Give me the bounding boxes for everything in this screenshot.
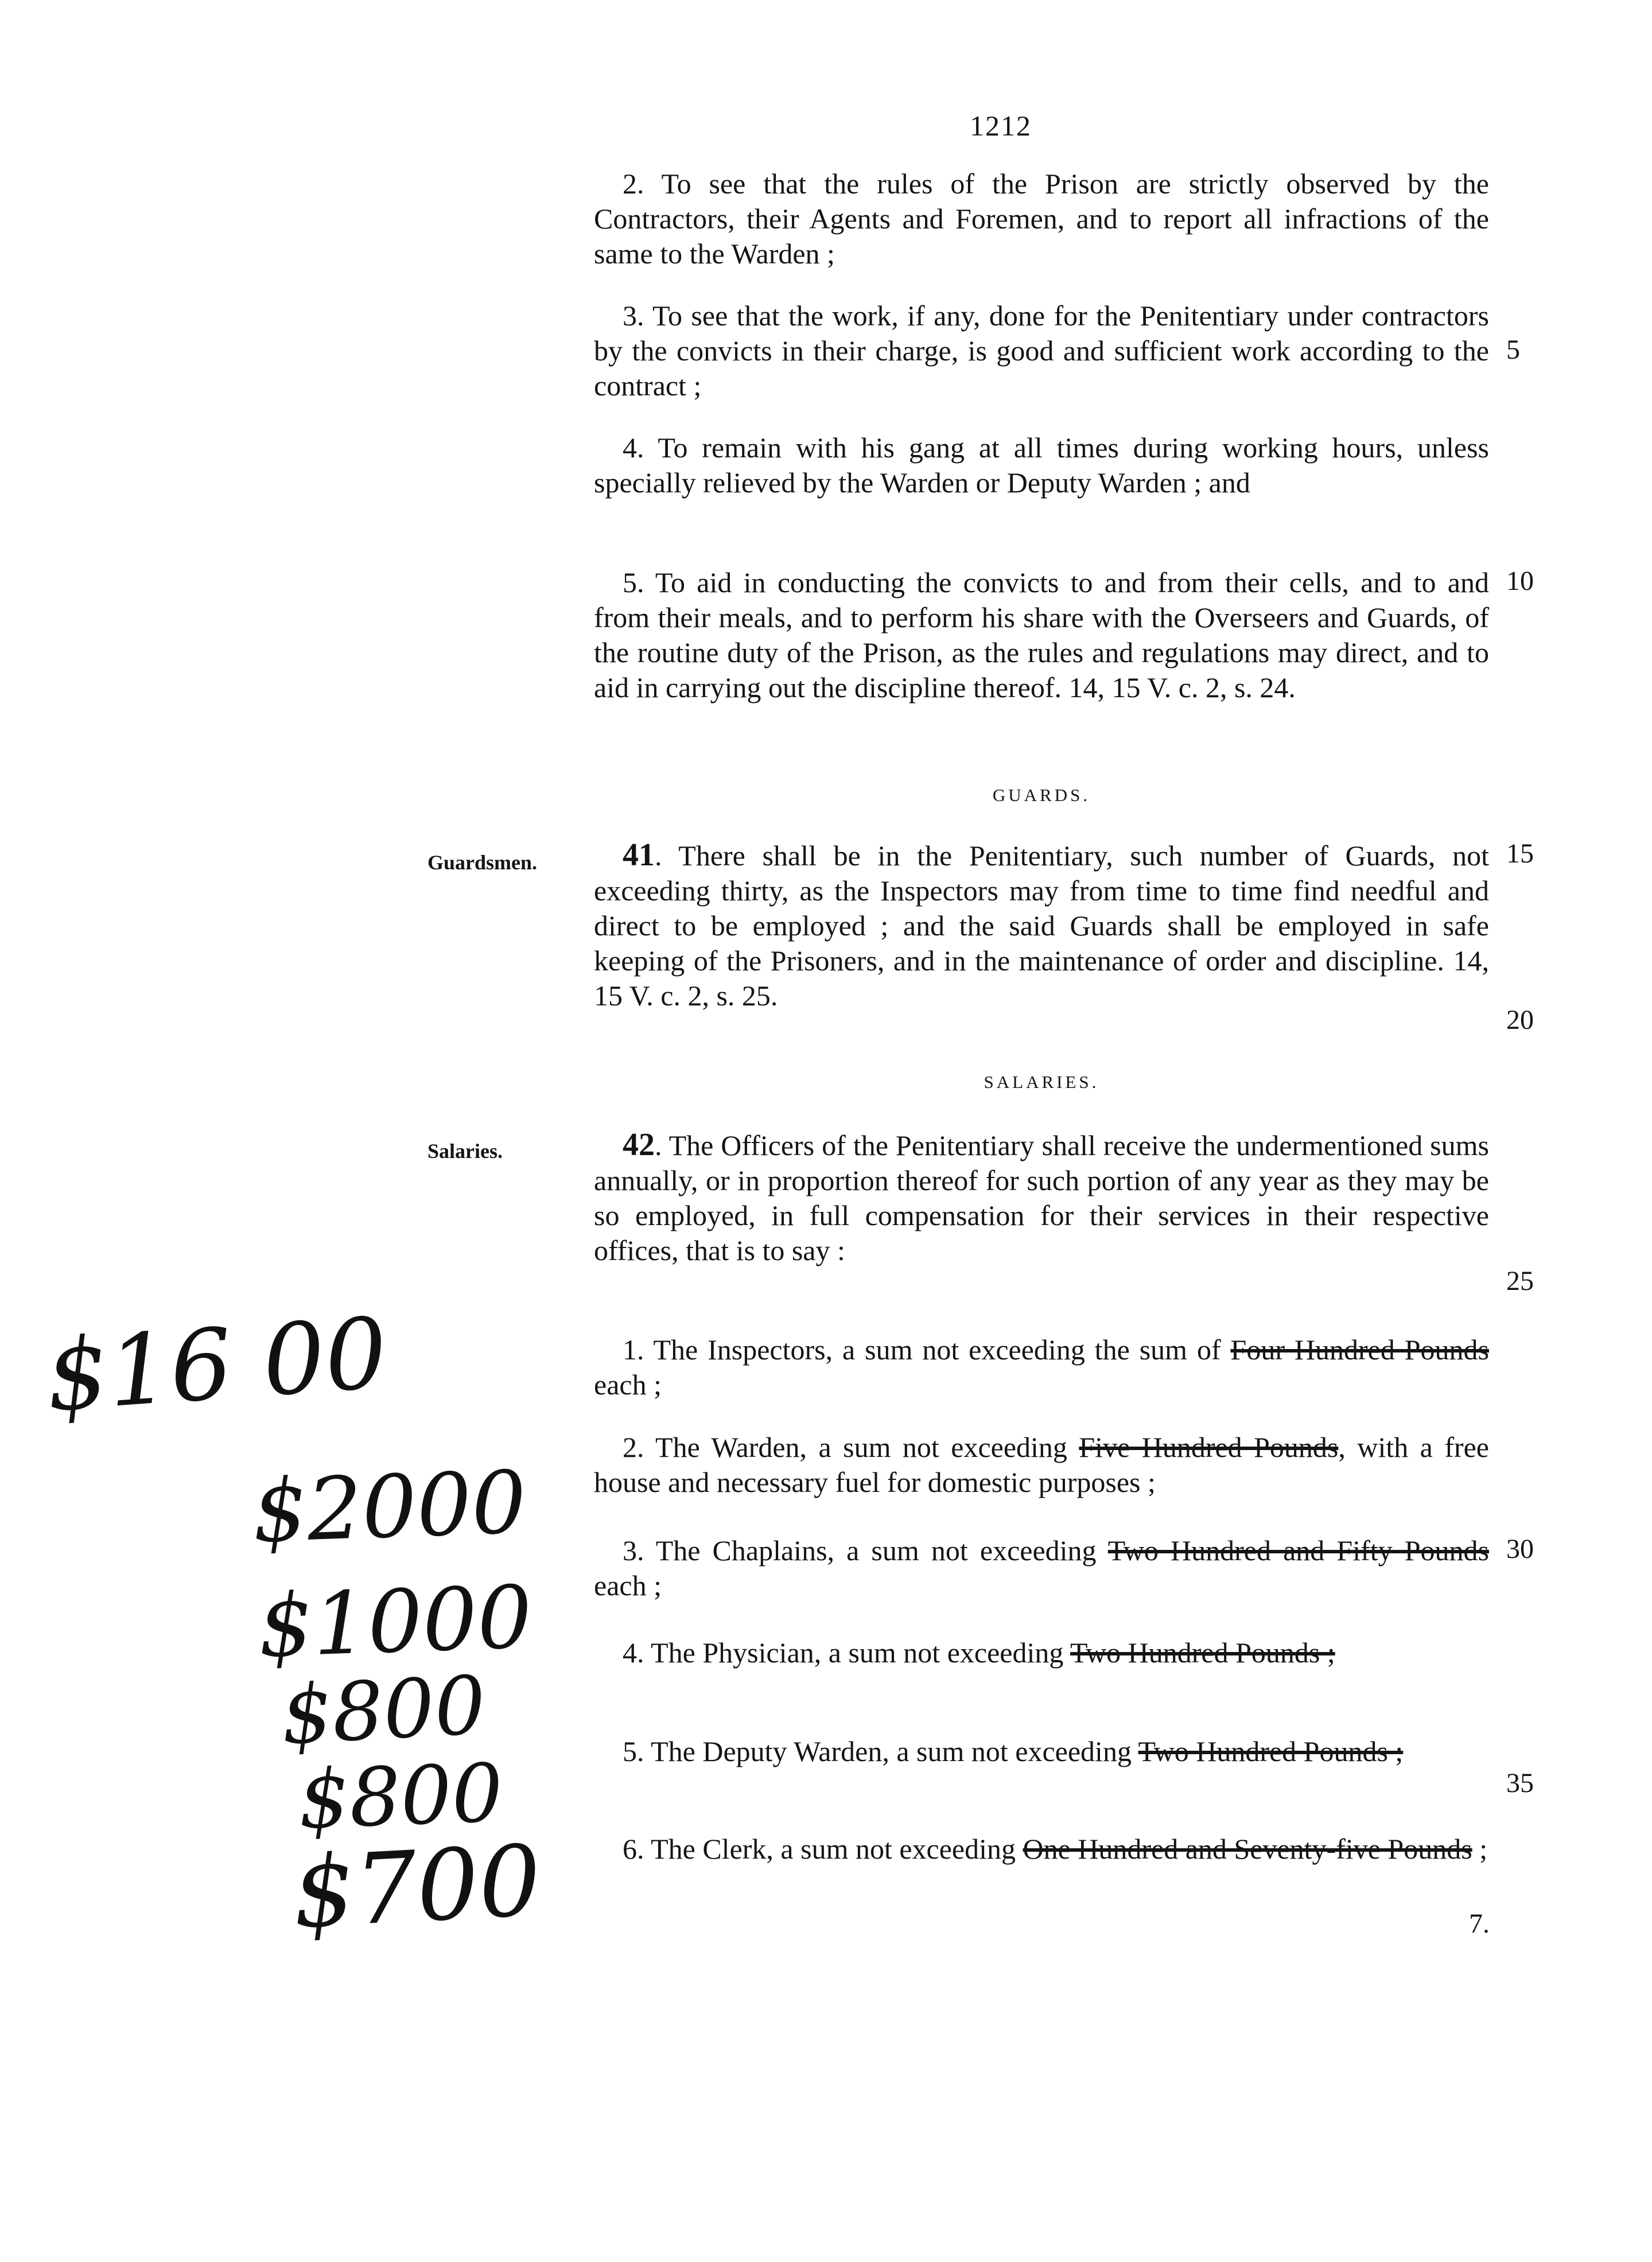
handwritten-amount: $800 <box>278 1658 488 1763</box>
salaries-margin-note: Salaries. <box>427 1140 503 1163</box>
struck-amount: One Hundred and Seventy-five Pounds <box>1023 1833 1472 1865</box>
line-number-35: 35 <box>1506 1768 1534 1798</box>
handwritten-amount: $800 <box>297 1746 505 1848</box>
salary-item-text: 6. The Clerk, a sum not exceeding <box>623 1833 1023 1865</box>
salary-item-clerk <box>594 1832 1489 1867</box>
salary-item-chaplains <box>594 1533 1489 1603</box>
handwritten-amount: $1000 <box>256 1567 534 1677</box>
page-number: 1212 <box>970 110 1032 142</box>
struck-amount: Two Hundred Pounds ; <box>1070 1637 1335 1669</box>
paragraph-4-text: 4. To remain with his gang at all times during working hours, unless specially relieved by the Warden or Deputy Warden ; and <box>594 432 1489 499</box>
paragraph-5-text: 5. To aid in conducting the convicts to and from their cells, and to and from their meals, and to perform his share with the Overseers and Guards, of the routine duty of the Prison, as the rules and regulations may direct, and to aid in carrying out the discipline thereof. 14, 15 V. c. 2, s. 24. <box>594 566 1489 704</box>
struck-amount: Two Hundred and Fifty Pounds <box>1107 1534 1490 1567</box>
line-number-20: 20 <box>1506 1005 1534 1035</box>
paragraph-2-text: 2. To see that the rules of the Prison are strictly observed by the Contractors, their Agents and Foremen, and to report all infractions of the same to the Warden ; <box>594 168 1489 270</box>
guardsmen-margin-note: Guardsmen. <box>427 851 538 874</box>
struck-amount: Two Hundred Pounds ; <box>1138 1735 1404 1767</box>
handwritten-amount: $16 00 <box>42 1296 391 1434</box>
paragraph-2 <box>594 166 1489 271</box>
catchword: 7. <box>1469 1909 1490 1939</box>
paragraph-3-text: 3. To see that the work, if any, done for the Penitentiary under contractors by the convicts in their charge, is good and sufficient work according to the contract ; <box>594 300 1489 402</box>
salary-item-suffix: each ; <box>594 1369 662 1401</box>
salary-item-text: 4. The Physician, a sum not exceeding <box>623 1637 1070 1669</box>
section-42-number: 42 <box>623 1127 655 1163</box>
salary-item-text: 1. The Inspectors, a sum not exceeding the sum of <box>623 1334 1231 1366</box>
paragraph-4 <box>594 430 1489 500</box>
handwritten-amount: $700 <box>290 1824 544 1951</box>
salaries-heading: SALARIES. <box>984 1072 1099 1092</box>
line-number-15: 15 <box>1506 838 1534 869</box>
paragraph-3 <box>594 298 1489 403</box>
salary-item-deputy-warden <box>594 1734 1489 1769</box>
section-41 <box>594 838 1489 1013</box>
line-number-25: 25 <box>1506 1266 1534 1296</box>
salary-item-suffix: ; <box>1472 1833 1488 1865</box>
section-42 <box>594 1128 1489 1268</box>
section-41-number: 41 <box>623 837 655 873</box>
struck-amount: Four Hundred Pounds <box>1230 1334 1489 1366</box>
struck-amount: Five Hundred Pounds <box>1079 1431 1339 1463</box>
salary-item-suffix: each ; <box>594 1569 662 1602</box>
salary-item-inspectors <box>594 1332 1489 1402</box>
paragraph-5 <box>594 565 1489 705</box>
guards-heading: GUARDS. <box>992 785 1091 805</box>
salary-item-text: 5. The Deputy Warden, a sum not exceeding <box>623 1735 1138 1767</box>
salary-item-suffix: , with a free house and necessary fuel for domestic purposes ; <box>594 1431 1490 1498</box>
line-number-30: 30 <box>1506 1534 1534 1564</box>
salary-item-physician <box>594 1635 1489 1670</box>
salary-item-text: 2. The Warden, a sum not exceeding <box>623 1431 1079 1463</box>
salary-item-warden <box>594 1430 1489 1500</box>
section-41-text: . There shall be in the Penitentiary, such number of Guards, not exceeding thirty, as the Inspectors may from time to time find needful and direct to be employed ; and the said Guards shall be employed in safe keeping of the Prisoners, and in the maintenance of order and discipline. 14, 15 V. c. 2, s. 25. <box>594 839 1489 1012</box>
line-number-10: 10 <box>1506 566 1534 596</box>
section-42-text: . The Officers of the Penitentiary shall receive the undermentioned sums annually, or in proportion thereof for such portion of any year as they may be so employed, in full compensation for their services in their respective offices, that is to say : <box>594 1129 1489 1266</box>
line-number-5: 5 <box>1506 335 1520 365</box>
salary-item-text: 3. The Chaplains, a sum not exceeding <box>623 1534 1108 1567</box>
handwritten-amount: $2000 <box>251 1452 528 1563</box>
